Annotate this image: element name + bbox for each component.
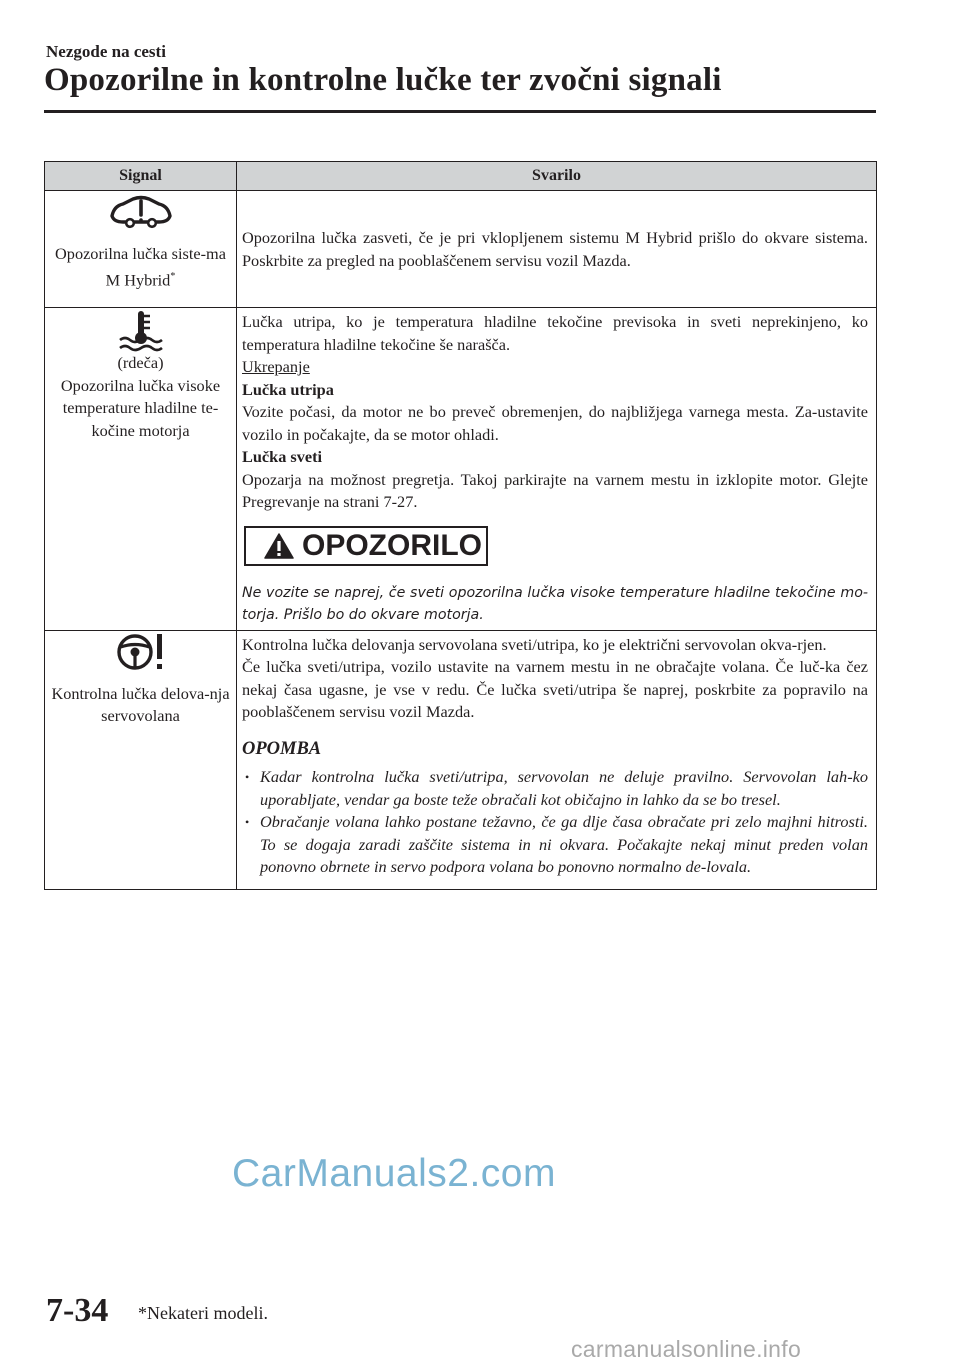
- paragraph-2: Če lučka sveti/utripa, vozilo ustavite na varnem mestu in ne obračajte volana. Če luč-ka čez nekaj časa ugasne, je vse v redu. Če lučka sveti/utripa še naprej, poskrbite za popravilo na pooblaščenem servisu vozil Mazda.: [242, 657, 868, 721]
- signal-cell: [45, 630, 237, 889]
- description-cell: [237, 191, 877, 308]
- description-intro: Lučka utripa, ko je temperatura hladilne tekočine previsoka in sveti neprekinjeno, ko temperatura hladilne tekočine še narašča.: [242, 312, 868, 354]
- signal-name: Kontrolna lučka delova-nja servovolana: [51, 683, 230, 725]
- note-list: [242, 766, 868, 885]
- power-steering-warning-icon: [116, 631, 166, 673]
- table-row: [45, 191, 877, 308]
- header-description: Svarilo: [237, 162, 877, 191]
- steady-heading: Lučka sveti: [242, 447, 323, 466]
- note-item: • Kadar kontrolna lučka sveti/utripa, servovolan ne deluje pravilno. Servovolan lah-ko uporabljate, vendar ga boste teže obračali kot običajno in lahko da se bo tresel.: [258, 766, 868, 811]
- header-signal: Signal: [45, 162, 237, 191]
- table-row: [45, 308, 877, 631]
- section-label: Nezgode na cesti: [46, 42, 166, 61]
- signal-cell: [45, 308, 237, 631]
- signal-table: [44, 161, 877, 890]
- page-number: 7-34: [46, 1292, 109, 1329]
- flashing-heading: Lučka utripa: [242, 379, 334, 399]
- coolant-temperature-icon: [117, 308, 165, 352]
- warning-triangle-icon: [264, 533, 294, 559]
- warning-box: [244, 526, 488, 566]
- m-hybrid-warning-icon: [108, 191, 174, 231]
- description-cell: [237, 308, 877, 631]
- description-cell: [237, 630, 877, 889]
- site-watermark: carmanualsonline.info: [571, 1336, 802, 1362]
- table-header-row: [45, 162, 877, 191]
- flashing-text: Vozite počasi, da motor ne bo preveč obremenjen, do najbližjega varnega mesta. Za-ustavite vozilo in počakajte, da se motor ohladi.: [242, 402, 868, 444]
- footnote: *Nekateri modeli.: [138, 1303, 268, 1323]
- signal-name: Opozorilna lučka siste-ma M Hybrid*: [55, 244, 226, 289]
- description-text: Opozorilna lučka zasveti, če je pri vklopljenem sistemu M Hybrid prišlo do okvare sistema. Poskrbite za pregled na pooblaščenem servisu vozil Mazda.: [242, 228, 868, 270]
- warning-label: OPOZORILO: [302, 528, 482, 562]
- note-title: OPOMBA: [242, 738, 322, 759]
- signal-name: Opozorilna lučka visoke temperature hladilne te-kočine motorja: [60, 375, 221, 440]
- title-rule: [44, 110, 876, 113]
- paragraph-1: Kontrolna lučka delovanja servovolana sveti/utripa, ko je električni servovolan okva-rjen.: [242, 634, 827, 654]
- page-title: Opozorilne in kontrolne lučke ter zvočni signali: [44, 62, 722, 98]
- action-heading: Ukrepanje: [242, 357, 310, 376]
- warning-text: Ne vozite se naprej, če sveti opozorilna lučka visoke temperature hladilne tekočine mo-torja. Prišlo bo do okvare motorja.: [242, 584, 868, 623]
- signal-color-note: (rdeča): [117, 353, 164, 372]
- note-item: • Obračanje volana lahko postane težavno, če ga dlje časa obračate pri zelo majhni hitrosti. To se dogaja zaradi zaščite sistema in ni okvara. Počakajte nekaj minut preden volan ponovno obrnete in servo podpora volana bo ponovno normalno de-lovala.: [258, 811, 868, 879]
- steady-text: Opozarja na možnost pregretja. Takoj parkirajte na varnem mestu in izklopite motor. Glejte Pregrevanje na strani 7-27.: [242, 469, 868, 511]
- watermark: CarManuals2.com: [232, 1152, 556, 1195]
- signal-cell: [45, 191, 237, 308]
- table-row: [45, 630, 877, 889]
